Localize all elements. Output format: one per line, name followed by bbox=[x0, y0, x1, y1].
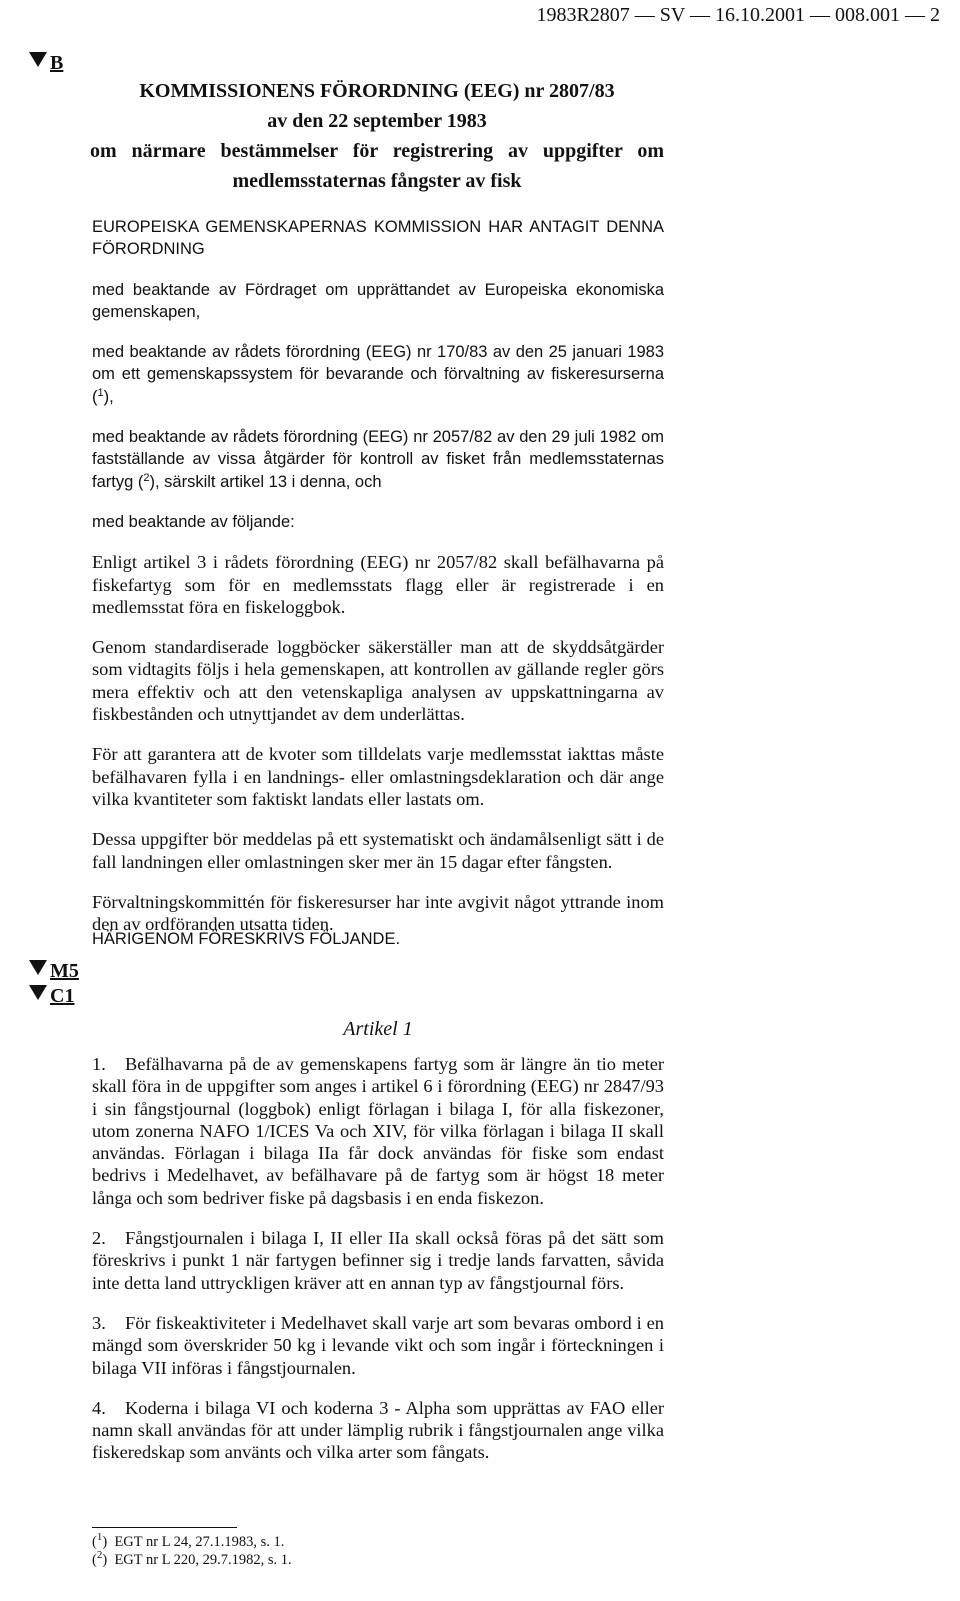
citation-2 bbox=[92, 341, 664, 408]
paragraph-number: 2. bbox=[92, 1228, 106, 1249]
paragraph-text: För fiskeaktiviteter i Medelhavet skall varje art som bevaras ombord i en mängd som överskrider 50 kg i levande vikt och som ingår i förteckningen i bilaga VII införas i fångstjournalen. bbox=[92, 1312, 664, 1378]
paragraph-text: Fångstjournalen i bilaga I, II eller IIa skall också föras på det sätt som föreskrivs i punkt 1 när fartygen befinner sig i tredje lands farvatten, såvida inte detta land uttryckligen kräver att en annan typ av fångstjournal förs. bbox=[92, 1228, 664, 1293]
article-paragraph-1 bbox=[92, 1053, 664, 1209]
citation-4: med beaktande av följande: bbox=[92, 512, 295, 531]
enacting-formula: HÄRIGENOM FÖRESKRIVS FÖLJANDE. bbox=[92, 930, 401, 948]
title-line-2: av den 22 september 1983 bbox=[267, 110, 487, 132]
footnote-divider bbox=[92, 1527, 237, 1528]
marker-code: C1 bbox=[50, 985, 75, 1007]
marker-code: B bbox=[50, 52, 64, 74]
citation-3 bbox=[92, 426, 664, 493]
footnote-text: EGT nr L 24, 27.1.1983, s. 1. bbox=[114, 1534, 285, 1550]
citation-2-text: med beaktande av rådets förordning (EEG) nr 170/83 av den 25 januari 1983 om ett gemenskapssystem för bevarande och förvaltning av fiskeresurserna ( bbox=[92, 343, 664, 406]
paragraph-text: Befälhavarna på de av gemenskapens fartyg som är längre än tio meter skall föra in de uppgifter som anges i artikel 6 i förordning (EEG) nr 2847/93 i sin fångstjournal (loggbok) enligt förlagan i bilaga I, för alla fiskezoner, utom zonerna NAFO 1/ICES Va och XIV, för vilka förlagan i bilaga II skall användas. Förlagan i bilaga IIa får dock användas för fiske som endast bedrivs i Medelhavet, av befälhavare på de fartyg som är högst 18 meter långa och som bedriver fiske på dagsbasis i en enda fiskezon. bbox=[92, 1054, 664, 1208]
title-line-3: om närmare bestämmelser för registrering av uppgifter om bbox=[90, 140, 664, 162]
citation-2-end: ), bbox=[103, 387, 114, 406]
paragraph-text: Koderna i bilaga VI och koderna 3 - Alpha som upprättas av FAO eller namn skall användas för att under lämplig rubrik i fångstjournalen ange vilka fiskeredskap som använts och vilka arter som fångats. bbox=[92, 1397, 664, 1463]
recital-2: Genom standardiserade loggböcker säkerställer man att de skyddsåtgärder som vidtagits följs i hela gemenskapen, att kontrollen av gällande regler görs mera effektiv och att den vetenskapliga analysen av uppskattningarna av fiskbestånden och utnyttjandet av dem underlättas. bbox=[92, 637, 664, 725]
article-heading: Artikel 1 bbox=[343, 1018, 413, 1040]
recital-5: Förvaltningskommittén för fiskeresurser har inte avgivit något yttrande inom den av ordföranden utsatta tiden. bbox=[92, 891, 664, 935]
recital-3: För att garantera att de kvoter som tilldelats varje medlemsstat iakttas måste befälhavaren fylla i en landnings- eller omlastningsdeklaration och där ange vilka kvantiteter som faktiskt landats eller lastats om. bbox=[92, 744, 664, 809]
recital-1: Enligt artikel 3 i rådets förordning (EEG) nr 2057/82 skall befälhavarna på fiskefartyg som för en medlemsstats flagg eller är registrerade i en medlemsstat föra en fiskeloggbok. bbox=[92, 552, 664, 617]
marker-code: M5 bbox=[50, 960, 79, 982]
citation-3-text: med beaktande av rådets förordning (EEG) nr 2057/82 av den 29 juli 1982 om fastställande av vissa åtgärder för kontroll av fisket från medlemsstaternas fartyg ( bbox=[92, 428, 664, 491]
paragraph-number: 4. bbox=[92, 1397, 106, 1418]
citation-1: med beaktande av Fördraget om upprättandet av Europeiska ekonomiska gemenskapen, bbox=[92, 280, 664, 321]
adopted-statement: EUROPEISKA GEMENSKAPERNAS KOMMISSION HAR ANTAGIT DENNA FÖRORDNING bbox=[92, 218, 664, 259]
preamble bbox=[92, 216, 664, 953]
triangle-down-icon bbox=[29, 985, 47, 1000]
amendment-marker-c1[interactable] bbox=[29, 985, 74, 1008]
document-reference-header: 1983R2807 — SV — 16.10.2001 — 008.001 — 2 bbox=[536, 4, 940, 26]
footnote-number: 1 bbox=[96, 1531, 103, 1543]
footnote-1: ($^1$) EGT nr L 24, 27.1.1983, s. 1. bbox=[92, 1531, 285, 1550]
footnote-ref-2[interactable]: 2 bbox=[143, 471, 150, 484]
paragraph-number: 3. bbox=[92, 1312, 106, 1333]
paragraph-number: 1. bbox=[92, 1054, 106, 1074]
triangle-down-icon bbox=[29, 960, 47, 975]
footnote-ref-1[interactable]: 1 bbox=[97, 386, 104, 399]
footnotes bbox=[92, 1533, 292, 1569]
footnote-number: 2 bbox=[96, 1549, 103, 1561]
footnote-2: ($^2$) EGT nr L 220, 29.7.1982, s. 1. bbox=[92, 1549, 292, 1568]
title-line-1: KOMMISSIONENS FÖRORDNING (EEG) nr 2807/83 bbox=[139, 80, 615, 102]
triangle-down-icon bbox=[29, 52, 47, 67]
amendment-marker-b[interactable] bbox=[29, 52, 63, 75]
footnote-text: EGT nr L 220, 29.7.1982, s. 1. bbox=[114, 1552, 292, 1568]
recital-4: Dessa uppgifter bör meddelas på ett systematiskt och ändamålsenligt sätt i de fall landningen eller omlastningen sker mer än 15 dagar efter fångsten. bbox=[92, 829, 664, 872]
title-line-4: medlemsstaternas fångster av fisk bbox=[232, 170, 522, 192]
regulation-title bbox=[90, 76, 664, 196]
article-paragraph-3 bbox=[92, 1312, 664, 1379]
article-paragraph-2 bbox=[92, 1227, 664, 1294]
article-body bbox=[92, 1053, 664, 1482]
amendment-marker-m5[interactable] bbox=[29, 960, 79, 983]
article-paragraph-4 bbox=[92, 1397, 664, 1464]
citation-3-end: ), särskilt artikel 13 i denna, och bbox=[149, 472, 382, 491]
